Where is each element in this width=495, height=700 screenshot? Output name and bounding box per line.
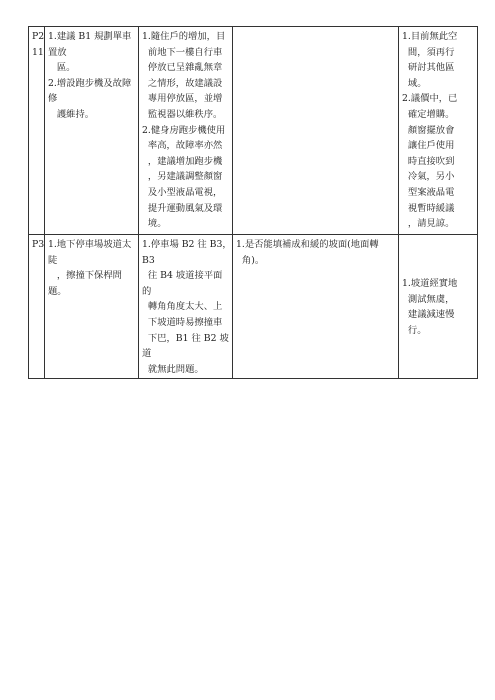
text-line: ，建議增加跑步機 <box>142 155 223 167</box>
text-line: 時直接吹到 <box>402 155 455 167</box>
text-line: 1.目前無此空 <box>402 31 458 42</box>
text-line: 之情形，故建議設 <box>142 77 223 89</box>
text-line: 建議減速慢 <box>402 309 455 321</box>
text-line: 顏窗擺放會 <box>402 124 455 136</box>
text-line: 修 <box>48 93 58 105</box>
text-line: 1.是否能填補成和緩的坡面(地面轉 <box>236 239 379 250</box>
text-line: ，另建議調整顏窗 <box>142 171 223 183</box>
text-line: 1.隨住戶的增加，目 <box>142 31 226 42</box>
text-line: 視暫時緩議 <box>402 202 455 214</box>
suggestion-cell <box>233 235 399 379</box>
table-row <box>29 235 478 379</box>
text-line: 區。 <box>48 62 76 74</box>
text-line: ，擦撞下保桿問 <box>48 270 122 282</box>
text-line: 型案液晶電 <box>402 186 455 198</box>
text-line: ，請見諒。 <box>402 218 455 230</box>
suggestion-table <box>28 26 478 379</box>
text-line: 確定增購。 <box>402 108 455 120</box>
text-line: 道 <box>142 348 152 360</box>
text-line: 1.地下停車場坡道太 <box>48 239 132 250</box>
text-line: 往 B4 坡道接平面 <box>142 270 223 282</box>
text-line: 率高，故障率亦然 <box>142 140 223 152</box>
text-line: 間，須再行 <box>402 46 455 58</box>
text-line: 護維持。 <box>48 108 95 120</box>
text-line: 1.停車場 B2 往 B3， <box>142 239 232 250</box>
text-line: 冷氣，另小 <box>402 171 455 183</box>
suggestion-cell <box>233 27 399 235</box>
text-line: 角)。 <box>236 254 265 266</box>
table-row <box>29 27 478 235</box>
text-line: 及小型液晶電視， <box>142 186 223 198</box>
text-line: 題。 <box>48 285 67 297</box>
text-line: 1.建議 B1 規劃單車 <box>48 31 132 42</box>
text-line: 的 <box>142 285 152 297</box>
text-line: 2.議價中，已 <box>402 93 458 105</box>
text-line: 就無此問題。 <box>142 363 204 375</box>
response-cell <box>399 27 478 235</box>
text-line: 域。 <box>402 77 427 89</box>
text-line: 測試無虞， <box>402 293 455 305</box>
text-line: 境。 <box>142 218 167 230</box>
text-line: 提升運動風氣及環 <box>142 202 223 214</box>
text-line: 行。 <box>402 324 427 336</box>
description-cell <box>139 27 233 235</box>
issue-cell <box>45 235 139 379</box>
row-label <box>29 235 45 379</box>
text-line: 停放已呈雜亂無章 <box>142 62 223 74</box>
text-line: 下坡道時易擦撞車 <box>142 316 223 328</box>
row-label-line: P3 <box>32 239 45 250</box>
text-line: 陡 <box>48 254 58 266</box>
row-label-line: P2 <box>32 31 45 42</box>
text-line: 2.增設跑步機及故障 <box>48 77 132 89</box>
text-line: 2.健身房跑步機使用 <box>142 124 226 136</box>
text-line: 讓住戶使用 <box>402 140 455 152</box>
text-line: 1.坡道經實地 <box>402 277 458 289</box>
text-line: 置放 <box>48 46 67 58</box>
text-line: 研討其他區 <box>402 62 455 74</box>
description-cell <box>139 235 233 379</box>
response-cell <box>399 235 478 379</box>
text-line: 下巴，B1 往 B2 坡 <box>142 332 229 344</box>
row-label <box>29 27 45 235</box>
text-line: 前地下一樓自行車 <box>142 46 223 58</box>
row-label-line: 11 <box>32 46 44 58</box>
text-line: 轉角角度太大、上 <box>142 301 223 313</box>
issue-cell <box>45 27 139 235</box>
text-line: B3 <box>142 254 155 266</box>
text-line: 監視器以維秩序。 <box>142 108 223 120</box>
text-line: 專用停放區，並增 <box>142 93 223 105</box>
